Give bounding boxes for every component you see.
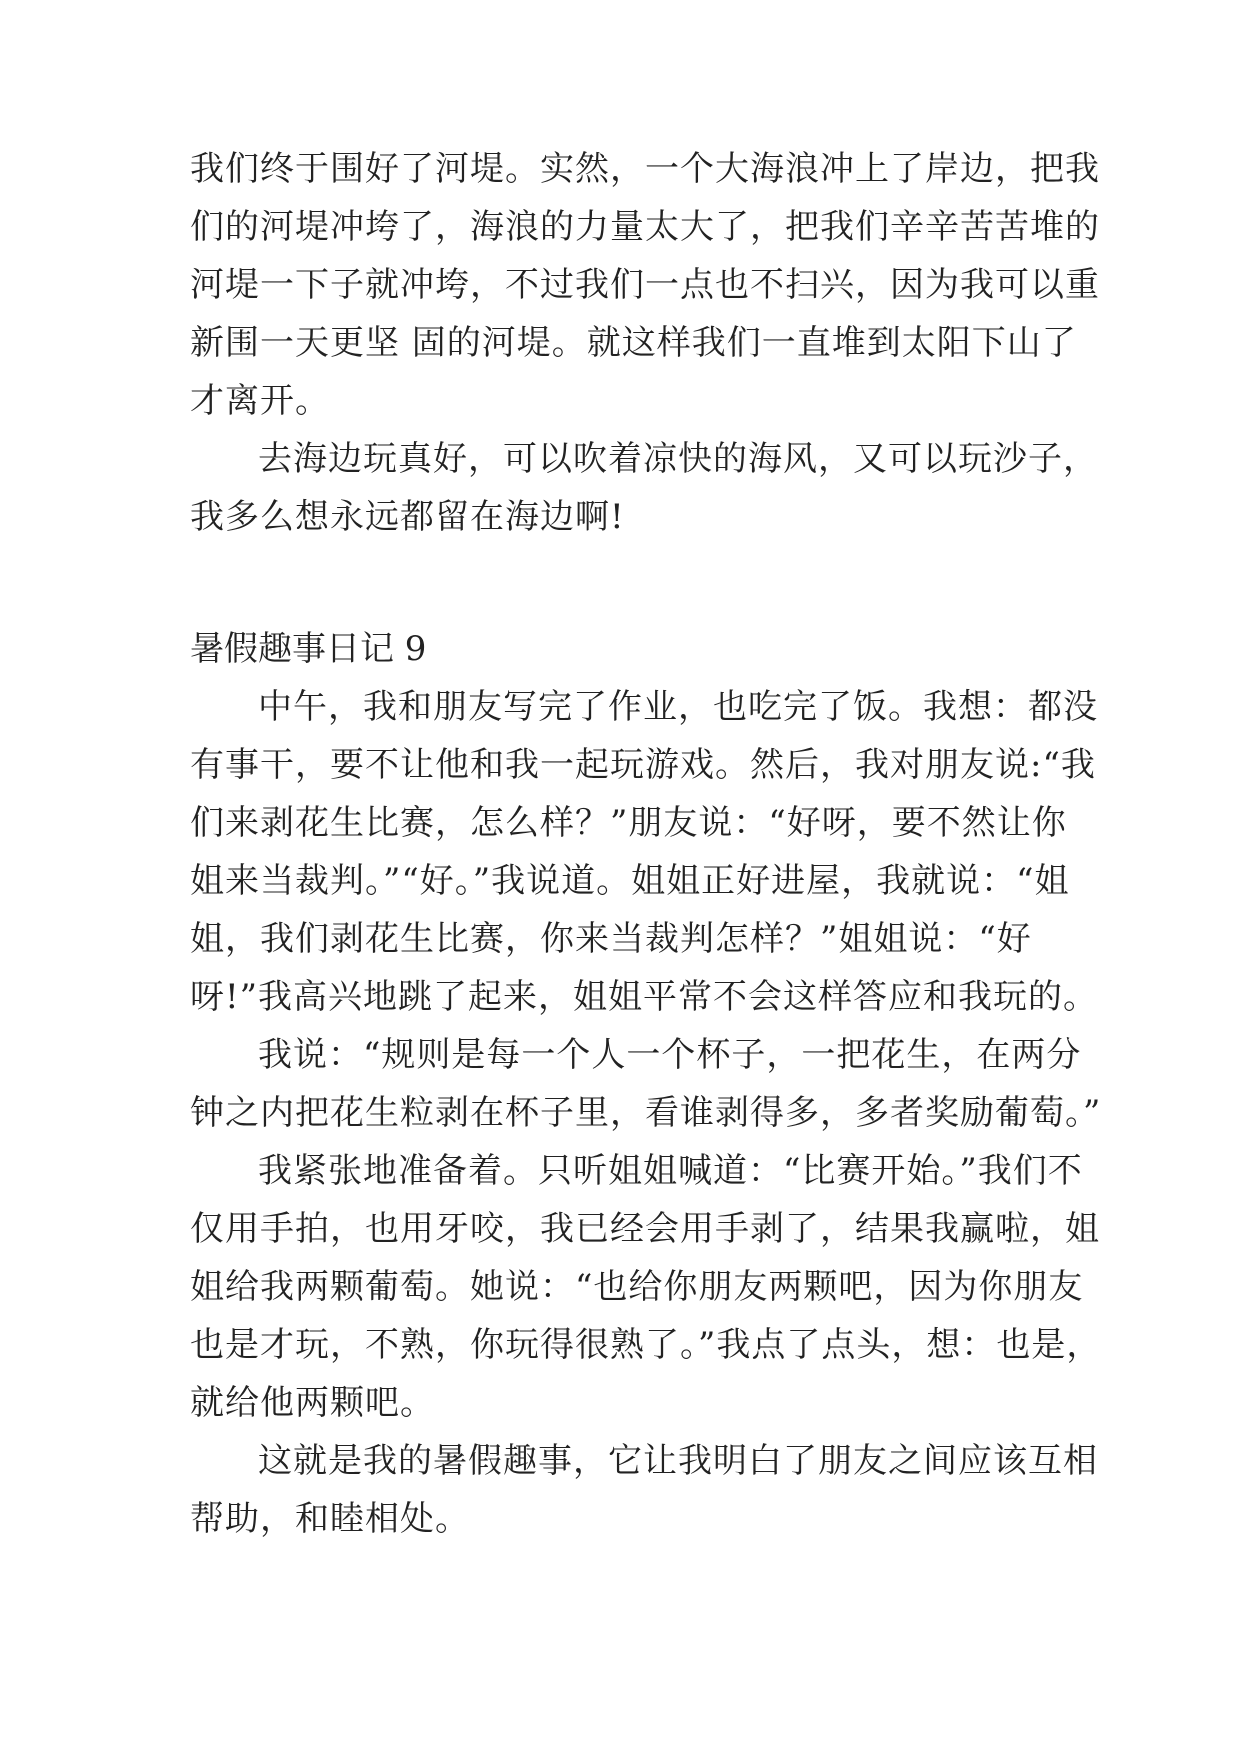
paragraph-line: 仅用手拍，也用牙咬，我已经会用手剥了，结果我赢啦，姐 [190,1209,1100,1249]
paragraph-line: 帮助，和睦相处。 [190,1499,470,1539]
paragraph-line: 我说：“规则是每一个人一个杯子，一把花生，在两分 [258,1035,1082,1075]
paragraph-line: 姐，我们剥花生比赛，你来当裁判怎样？”姐姐说：“好 [190,919,1032,959]
section-title: 暑假趣事日记 9 [190,629,427,669]
section-title-block [190,620,1060,678]
paragraph-line: 河堤一下子就冲垮，不过我们一点也不扫兴，因为我可以重 [190,265,1100,305]
paragraph-line: 姐来当裁判。”“好。”我说道。姐姐正好进屋，我就说：“姐 [190,861,1070,901]
paragraph-peanut-challenge [190,678,1099,1026]
paragraph-line: 新围一天更坚 固的河堤。就这样我们一直堆到太阳下山了 [190,323,1077,363]
paragraph-line: 钟之内把花生粒剥在杯子里，看谁剥得多，多者奖励葡萄。” [190,1093,1102,1133]
paragraph-line: 我们终于围好了河堤。实然，一个大海浪冲上了岸边，把我 [190,149,1100,189]
paragraph-line: 去海边玩真好，可以吹着凉快的海风，又可以玩沙子， [258,439,1098,479]
paragraph-line: 们来剥花生比赛，怎么样？”朋友说：“好呀，要不然让你 [190,803,1067,843]
paragraph-conclusion [190,1432,1098,1548]
paragraph-line: 中午，我和朋友写完了作业，也吃完了饭。我想：都没 [258,687,1098,727]
paragraph-river-dike [190,140,1100,430]
paragraph-line: 这就是我的暑假趣事，它让我明白了朋友之间应该互相 [258,1441,1098,1481]
paragraph-line: 我多么想永远都留在海边啊! [190,497,625,537]
paragraph-line: 们的河堤冲垮了，海浪的力量太大了，把我们辛辛苦苦堆的 [190,207,1100,247]
paragraph-line: 才离开。 [190,381,330,421]
paragraph-line: 我紧张地准备着。只听姐姐喊道：“比赛开始。”我们不 [258,1151,1083,1191]
paragraph-rules [190,1026,1102,1142]
paragraph-line: 呀!”我高兴地跳了起来，姐姐平常不会这样答应和我玩的。 [190,977,1099,1017]
paragraph-seaside [190,430,1098,546]
paragraph-line: 就给他两颗吧。 [190,1383,435,1423]
paragraph-line: 姐给我两颗葡萄。她说：“也给你朋友两颗吧，因为你朋友 [190,1267,1084,1307]
paragraph-line: 也是才玩，不熟，你玩得很熟了。”我点了点头，想：也是， [190,1325,1102,1365]
paragraph-competition [190,1142,1102,1432]
paragraph-line: 有事干，要不让他和我一起玩游戏。然后，我对朋友说:“我 [190,745,1096,785]
